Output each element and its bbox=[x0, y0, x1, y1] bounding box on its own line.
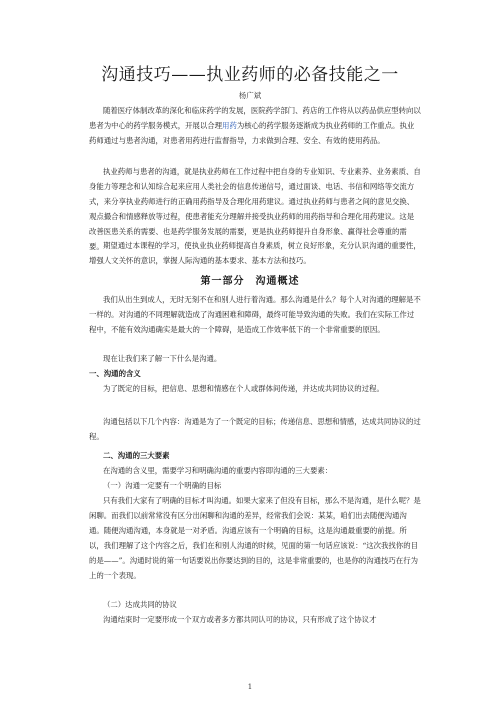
subheading: 一、沟通的含义 bbox=[89, 369, 141, 378]
section-paragraph: 在沟通的含义里，需要学习和明确沟通的重要内容即沟通的三大要素： bbox=[103, 466, 333, 475]
intro-paragraph-2: 执业药师与患者的沟通，就是执业药师在工作过程中把自身的专业知识、专业素养、业务素质、自身能力等理念和认知综合起来应用人类社会的信息传递信号，通过面谈、电话、书信和网络等交流方式，来分享执业药师进行的正确用药指导及合理化用药建议。通过执业药师与患者之间的意见交换、观点撮合和情感释放等过程，使患者能充分理解并接受执业药师的用药指导和合理化用药建议。这是改善医患关系的需要、也是药学服务发展的需要，更是执业药师提升自身形象、赢得社会尊重的需要。 bbox=[89, 167, 421, 251]
page-number: 1 bbox=[247, 683, 253, 691]
section-paragraph: 现在让我们来了解一下什么是沟通。 bbox=[103, 354, 222, 363]
sub-subheading: （二）达成共同的协议 bbox=[103, 600, 177, 609]
subheading: 二、沟通的三大要素 bbox=[103, 451, 170, 460]
definition-paragraph: 为了既定的目标，把信息、思想和情感在个人或群体间传递，并达成共同协议的过程。 bbox=[103, 384, 384, 393]
intro-paragraph-3: 期望通过本课程的学习，使执业执业药师提高自身素质，树立良好形象，充分认识沟通的重要性，增强人文关怀的意识，掌握人际沟通的基本要求、基本方法和技巧。 bbox=[89, 241, 421, 265]
sub-subheading: （一）沟通一定要有一个明确的目标 bbox=[103, 481, 222, 490]
section-paragraph: 只有我们大家有了明确的目标才叫沟通。如果大家来了但没有目标，那么不是沟通，是什么呢？是闲聊。而我们以前常常没有区分出闲聊和沟通的差异，经常我们会说：某某，咱们出去随便沟通沟通。随便沟通沟通，本身就是一对矛盾。沟通应该有一个明确的目标，这是沟通最重要的前提。所以，我们理解了这个内容之后，我们在和别人沟通的时候，见面的第一句话应该说：“这次我找你的目的是——”。沟通时说的第一句话要说出你要达到的目的，这是非常重要的，也是你的沟通技巧在行为上的一个表现。 bbox=[89, 496, 421, 580]
section-paragraph: 沟通包括以下几个内容：沟通是为了一个既定的目标；传递信息、思想和情感，达成共同协议的过程。 bbox=[89, 417, 421, 441]
intro-text: 为核心的药学服务逐渐成为执业药师的工作重点。执业药师通过与患者沟通，对患者用药进行监督指导，力求做到合理、安全、有效的使用药品。 bbox=[89, 121, 415, 145]
author-name: 杨广斌 bbox=[238, 91, 262, 100]
highlighted-term: 用药 bbox=[222, 121, 237, 130]
section-paragraph: 沟通结束时一定要形成一个双方或者多方都共同认可的协议，只有形成了这个协议才 bbox=[103, 615, 377, 624]
section-paragraph: 我们从出生到成人，无时无刻不在和别人进行着沟通。那么沟通是什么？每个人对沟通的理解是不一样的。对沟通的不同理解就造成了沟通困难和障碍，最终可能导致沟通的失败。我们在实际工作过程中，不能有效沟通确实是最大的一个障碍，是造成工作效率低下的一个非常重要的原因。 bbox=[89, 295, 421, 334]
document-title: 沟通技巧——执业药师的必备技能之一 bbox=[101, 65, 399, 85]
intro-paragraph-1 bbox=[89, 103, 421, 148]
section-heading: 第一部分 沟通概述 bbox=[200, 276, 300, 287]
intro-text: 随着医疗体制改革的深化和临床药学的发展，医院药学部门、药店的工作将从以药品供应型转向以患者为中心的药学服务模式，开展以合理 bbox=[89, 106, 421, 130]
